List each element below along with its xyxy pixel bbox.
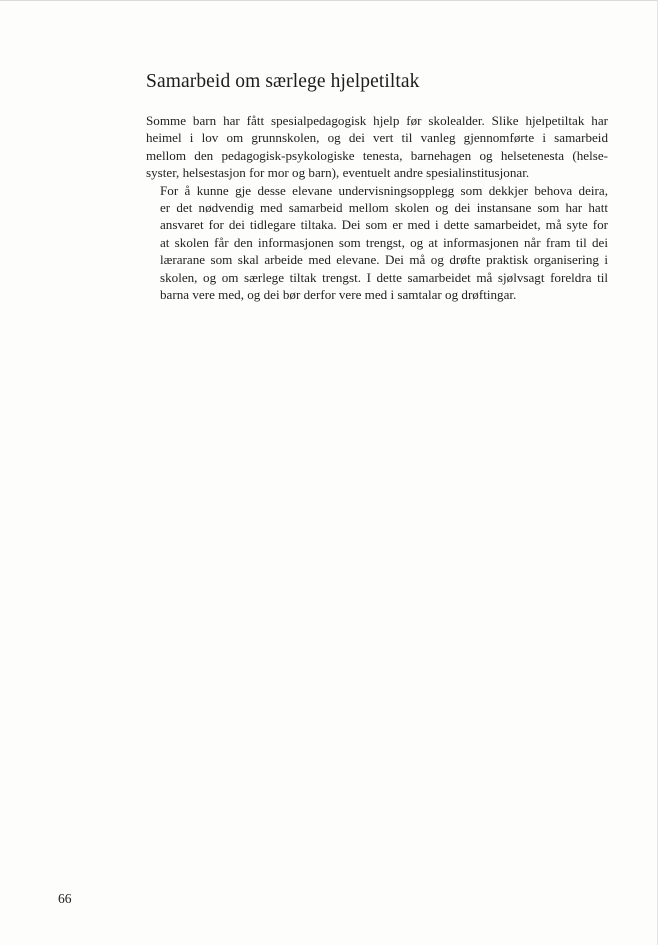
text-line: heimel i lov om grunnskolen, og dei vert til vanleg gjennomførte i samarbeid [146, 130, 608, 146]
text-line: ansvaret for dei tidlegare tiltaka. Dei som er med i dette samarbeidet, må syte for [160, 217, 608, 233]
text-line: For å kunne gje desse elevane undervisningsopplegg som dekkjer behova deira, [160, 182, 608, 198]
body-text [146, 112, 608, 303]
text-line: syster, helsestasjon for mor og barn), eventuelt andre spesialinstitusjonar. [146, 165, 530, 181]
text-line: Somme barn har fått spesialpedagogisk hjelp før skolealder. Slike hjelpetiltak har [146, 113, 608, 128]
paragraph-2 [146, 182, 608, 304]
paragraph-1 [146, 112, 608, 182]
text-line: at skolen får den informasjonen som trengst, og at informasjonen når fram til dei [160, 234, 608, 250]
text-line: mellom den pedagogisk-psykologiske tenesta, barnehagen og helsetenesta (helse- [146, 147, 608, 163]
text-line: lærarane som skal arbeide med elevane. Dei må og drøfte praktisk organisering i [160, 252, 608, 268]
text-line: er det nødvendig med samarbeid mellom skolen og dei instansane som har hatt [160, 199, 608, 215]
page-number: 66 [58, 891, 72, 906]
text-line: barna vere med, og dei bør derfor vere med i samtalar og drøftingar. [160, 286, 517, 302]
section-heading: Samarbeid om særlege hjelpetiltak [146, 71, 420, 92]
text-line: skolen, og om særlege tiltak trengst. I dette samarbeidet må sjølvsagt foreldra til [160, 269, 608, 285]
